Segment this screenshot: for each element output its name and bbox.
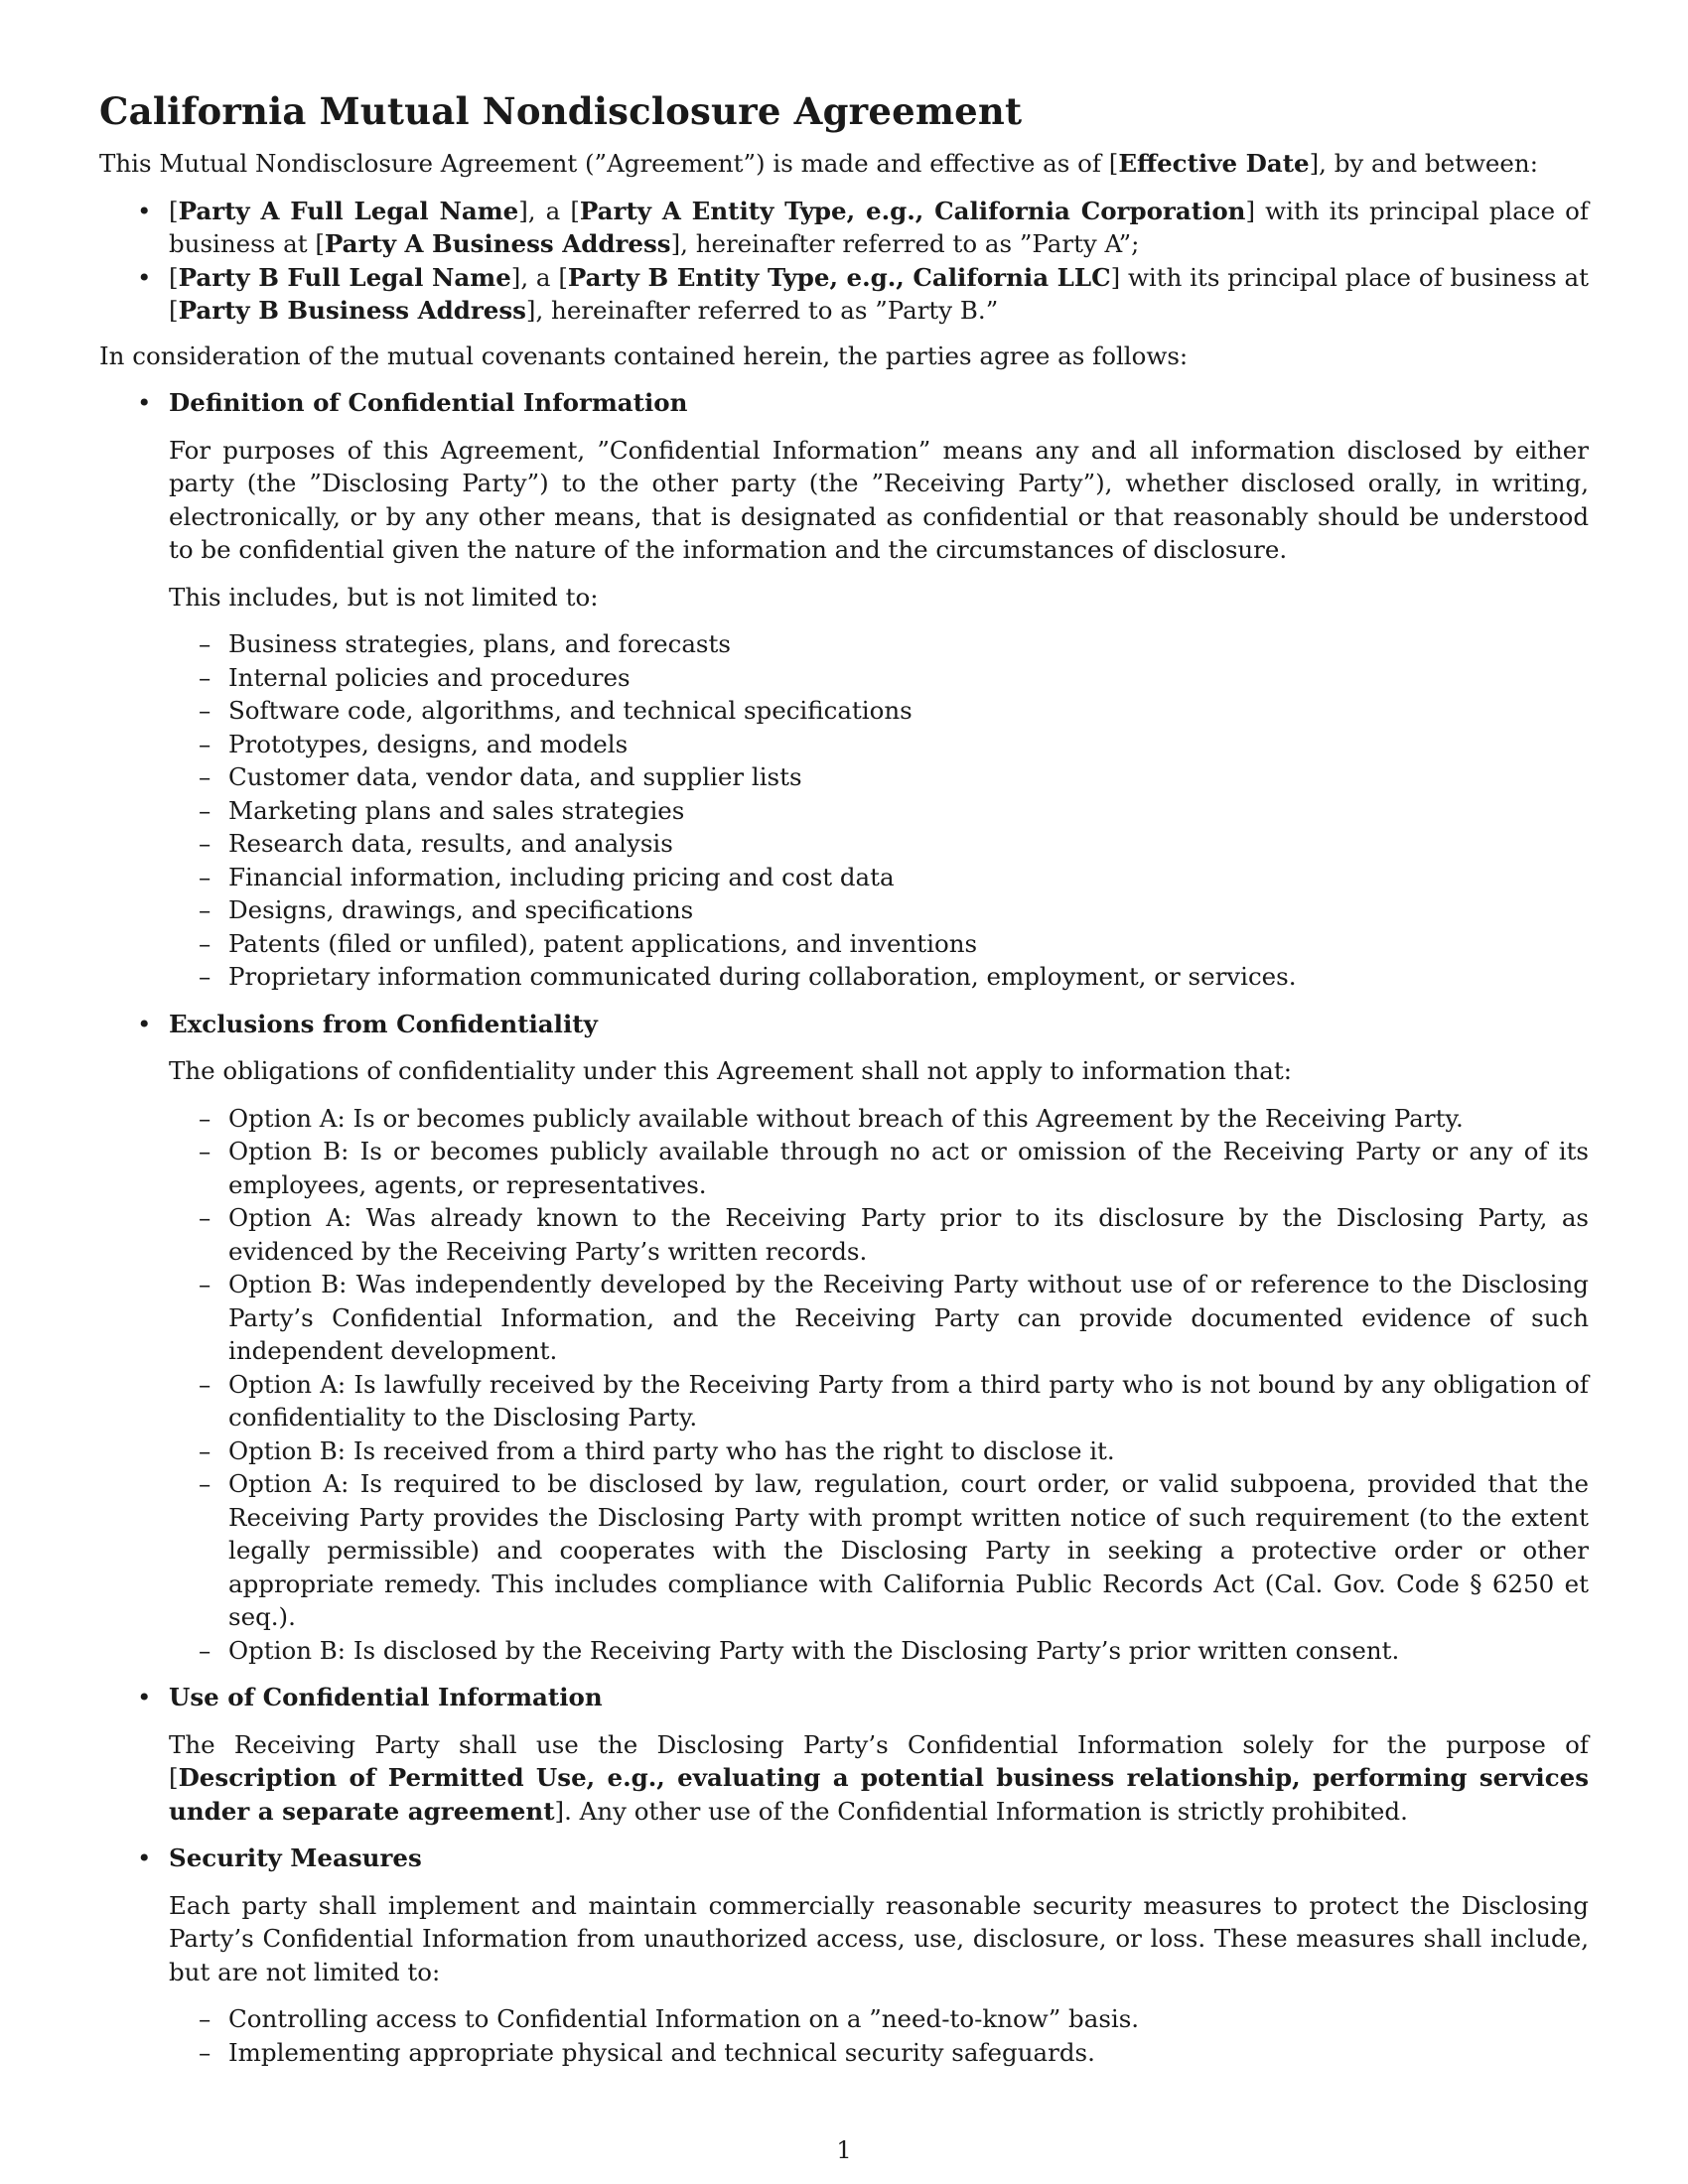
- party-b-text: ] with its principal place of business at [: [169, 262, 1589, 325]
- sections-list: [99, 386, 1589, 2069]
- list-item: – Option B: Is or becomes publicly available through no act or omission of the Receiving Party or any of its employees, agents, or representatives.: [169, 1135, 1589, 1201]
- list-item: – Option A: Was already known to the Receiving Party prior to its disclosure by the Disclosing Party, as evidenced by the Receiving Party’s written records.: [169, 1201, 1589, 1268]
- permitted-use-placeholder: Description of Permitted Use, e.g., evaluating a potential business relationship, performing services under a separate agreement: [169, 1763, 1589, 1826]
- party-a-name-placeholder: Party A Full Legal Name: [178, 196, 519, 225]
- use-text-2: ]. Any other use of the Confidential Information is strictly prohibited.: [554, 1796, 1408, 1826]
- party-b-text: [: [169, 262, 179, 292]
- list-item: – Internal policies and procedures: [169, 661, 1589, 695]
- list-item: – Option A: Is or becomes publicly available without breach of this Agreement by the Receiving Party.: [169, 1102, 1589, 1136]
- party-b-item: [99, 261, 1589, 328]
- party-a-text: [: [169, 196, 179, 225]
- parties-list: [99, 195, 1589, 328]
- section-paragraph: [169, 1728, 1589, 1829]
- list-item: – Option A: Is lawfully received by the Receiving Party from a third party who is not bound by any obligation of confidentiality to the Disclosing Party.: [169, 1368, 1589, 1434]
- document-title: California Mutual Nondisclosure Agreement: [99, 89, 1023, 133]
- list-item: – Option B: Was independently developed by the Receiving Party without use of or reference to the Disclosing Party’s Confidential Information, and the Receiving Party can provide documented evidence of such independent development.: [169, 1268, 1589, 1368]
- party-a-address-placeholder: Party A Business Address: [324, 229, 671, 258]
- section-lead: This includes, but is not limited to:: [169, 582, 599, 612]
- party-a-entity-placeholder: Party A Entity Type, e.g., California Corporation: [579, 196, 1246, 225]
- exclusions-items-list: [169, 1102, 1589, 1668]
- list-item: – Software code, algorithms, and technical specifications: [169, 694, 1589, 728]
- effective-date-placeholder: Effective Date: [1118, 149, 1310, 178]
- section-title: • Exclusions from Confidentiality: [169, 1009, 598, 1038]
- list-item: – Marketing plans and sales strategies: [169, 794, 1589, 828]
- section-title: • Use of Confidential Information: [169, 1683, 603, 1711]
- list-item: – Proprietary information communicated during collaboration, employment, or services.: [169, 960, 1589, 994]
- party-b-name-placeholder: Party B Full Legal Name: [178, 262, 511, 292]
- section-definition: [99, 386, 1589, 994]
- list-item: – Prototypes, designs, and models: [169, 728, 1589, 761]
- party-a-text: ], hereinafter referred to as ”Party A”;: [670, 229, 1140, 258]
- section-lead: The obligations of confidentiality under this Agreement shall not apply to information that:: [169, 1056, 1292, 1085]
- list-item: – Patents (filed or unfiled), patent applications, and inventions: [169, 927, 1589, 961]
- section-security: [99, 1842, 1589, 2069]
- list-item: – Financial information, including pricing and cost data: [169, 861, 1589, 894]
- section-title: • Definition of Confidential Information: [169, 388, 688, 417]
- intro-text-2: ], by and between:: [1309, 149, 1538, 178]
- list-item: – Business strategies, plans, and forecasts: [169, 627, 1589, 661]
- list-item: – Designs, drawings, and specifications: [169, 893, 1589, 927]
- party-a-item: [99, 195, 1589, 261]
- intro-text-1: This Mutual Nondisclosure Agreement (”Agreement”) is made and effective as of [: [99, 149, 1119, 178]
- list-item: – Customer data, vendor data, and supplier lists: [169, 760, 1589, 794]
- section-exclusions: [99, 1008, 1589, 1668]
- party-b-entity-placeholder: Party B Entity Type, e.g., California LLC: [567, 262, 1111, 292]
- section-paragraph: Each party shall implement and maintain commercially reasonable security measures to protect the Disclosing Party’s Confidential Information from unauthorized access, use, disclosure, or loss. These measures shall include, but are not limited to:: [169, 1890, 1589, 1986]
- use-text-1: The Receiving Party shall use the Disclosing Party’s Confidential Information solely for the purpose of [: [169, 1729, 1589, 1792]
- consideration-paragraph: In consideration of the mutual covenants contained herein, the parties agree as follows:: [99, 341, 1189, 370]
- list-item: – Controlling access to Confidential Information on a ”need-to-know” basis.: [169, 2002, 1589, 2036]
- section-title: • Security Measures: [169, 1843, 422, 1872]
- intro-paragraph: [99, 147, 1589, 181]
- list-item: – Option B: Is disclosed by the Receiving Party with the Disclosing Party’s prior written consent.: [169, 1634, 1589, 1668]
- list-item: – Implementing appropriate physical and technical security safeguards.: [169, 2036, 1589, 2070]
- document-page: [99, 87, 1589, 2083]
- party-a-text: ], a [: [518, 196, 580, 225]
- party-b-text: ], a [: [510, 262, 568, 292]
- section-use: [99, 1681, 1589, 1828]
- page-number: 1: [836, 2136, 852, 2164]
- list-item: – Research data, results, and analysis: [169, 827, 1589, 861]
- party-b-address-placeholder: Party B Business Address: [178, 296, 526, 325]
- party-a-text: ] with its principal place of business at [: [169, 196, 1589, 258]
- section-paragraph: For purposes of this Agreement, ”Confidential Information” means any and all information disclosed by either party (the ”Disclosing Party”) to the other party (the ”Receiving Party”), whether disclosed orally, in writing, electronically, or by any other means, that is designated as confidential or that reasonably should be understood to be confidential given the nature of the information and the circumstances of disclosure.: [169, 435, 1589, 564]
- list-item: – Option A: Is required to be disclosed by law, regulation, court order, or valid subpoena, provided that the Receiving Party provides the Disclosing Party with prompt written notice of such requirement (to the extent legally permissible) and cooperates with the Disclosing Party in seeking a protective order or other appropriate remedy. This includes compliance with California Public Records Act (Cal. Gov. Code § 6250 et seq.).: [169, 1467, 1589, 1634]
- definition-items-list: [169, 627, 1589, 994]
- party-b-text: ], hereinafter referred to as ”Party B.”: [525, 296, 999, 325]
- list-item: – Option B: Is received from a third party who has the right to disclose it.: [169, 1434, 1589, 1468]
- security-items-list: [169, 2002, 1589, 2069]
